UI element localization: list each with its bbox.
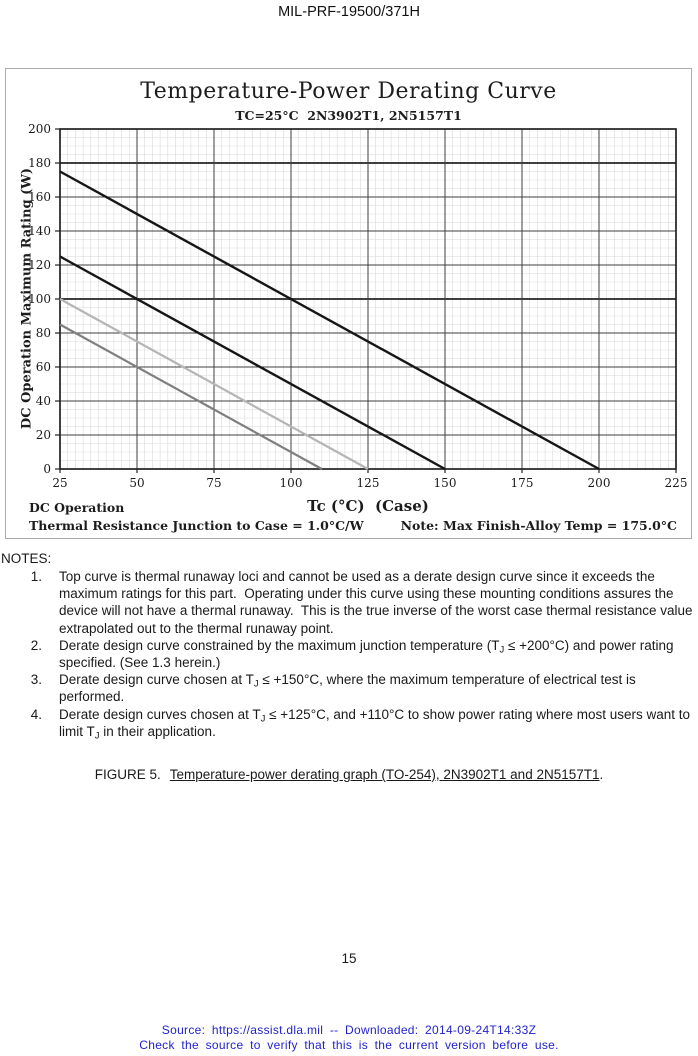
derating-chart-plot [6,69,691,538]
y-tick-label: 0 [43,462,51,476]
note-number: 3. [30,672,42,688]
note-number: 4. [30,706,42,722]
y-tick-label: 20 [35,428,51,442]
note-number: 1. [30,569,42,584]
footer-source-line: Source: https://assist.dla.mil -- Downloaded: 2014-09-24T14:33Z [161,1023,537,1037]
x-tick-label: 25 [52,476,68,490]
derating-chart-panel [5,68,692,539]
footer-warning-line: Check the source to verify that this is the current version before use. [139,1037,559,1052]
x-axis-label: Tc (°C) (Case) [307,497,429,515]
chart-title: Temperature-Power Derating Curve [140,79,557,104]
annotation-dc-operation: DC Operation [29,500,125,515]
note-text: Derate design curve constrained by the maximum junction temperature $(T_J \le +200^\circ C)$ and power rating specified. (See 1.3 herein.) [59,637,674,671]
note-item [0,637,698,671]
figure-caption-title: Temperature-power derating graph (TO-254), 2N3902T1 and 2N5157T1 [169,767,600,782]
note-item [0,568,698,637]
x-tick-label: 125 [356,476,380,490]
x-tick-label: 200 [587,476,611,490]
x-tick-label: 225 [664,476,688,490]
notes-list [0,568,698,740]
x-tick-label: 175 [510,476,534,490]
page-number: 15 [341,951,357,966]
y-tick-label: 200 [28,122,51,136]
y-tick-label: 160 [28,190,51,204]
note-number: 2. [30,637,42,653]
note-item [0,706,698,740]
x-tick-label: 150 [433,476,457,490]
y-axis-label: DC Operation Maximum Rating (W) [19,167,35,430]
notes-heading: NOTES: [1,551,52,566]
note-text: Top curve is thermal runaway loci and cannot be used as a derate design curve since it exceeds the maximum ratings for this part. Operating under this curve using these mounting conditions assures the device will not have a thermal runaway. This is the true inverse of the worst case thermal resistance value extrapolated out to the thermal runaway point. [59,569,693,636]
y-tick-label: 80 [35,326,51,340]
y-tick-label: 60 [35,360,51,374]
figure-caption-period: . [599,767,604,782]
annotation-max-finish-alloy-temp: Note: Max Finish-Alloy Temp = 175.0°C [400,518,677,533]
y-tick-label: 40 [35,394,51,408]
y-tick-label: 180 [28,156,51,170]
y-tick-label: 120 [28,258,51,272]
note-text: Derate design curve chosen at $T_J \le +150^\circ C$, where the maximum temperature of electrical test is performed. [59,672,636,705]
annotation-thermal-resistance: Thermal Resistance Junction to Case = 1.0°C/W [29,518,364,533]
y-tick-label: 140 [28,224,51,238]
x-tick-label: 75 [206,476,222,490]
note-item [0,671,698,705]
x-tick-label: 50 [129,476,145,490]
document-footer [0,1023,698,1052]
note-text: Derate design curves chosen at $T_J \le +125^\circ C$, and +110°C to show power rating where most users want to limit $T_J$ in their application. [59,706,691,742]
document-header: MIL-PRF-19500/371H [278,4,420,20]
y-tick-label: 100 [28,292,51,306]
figure-caption-number: FIGURE 5. [94,767,161,782]
chart-subtitle: TC=25°C 2N3902T1, 2N5157T1 [235,108,462,123]
figure-caption [0,767,698,782]
x-tick-label: 100 [279,476,303,490]
